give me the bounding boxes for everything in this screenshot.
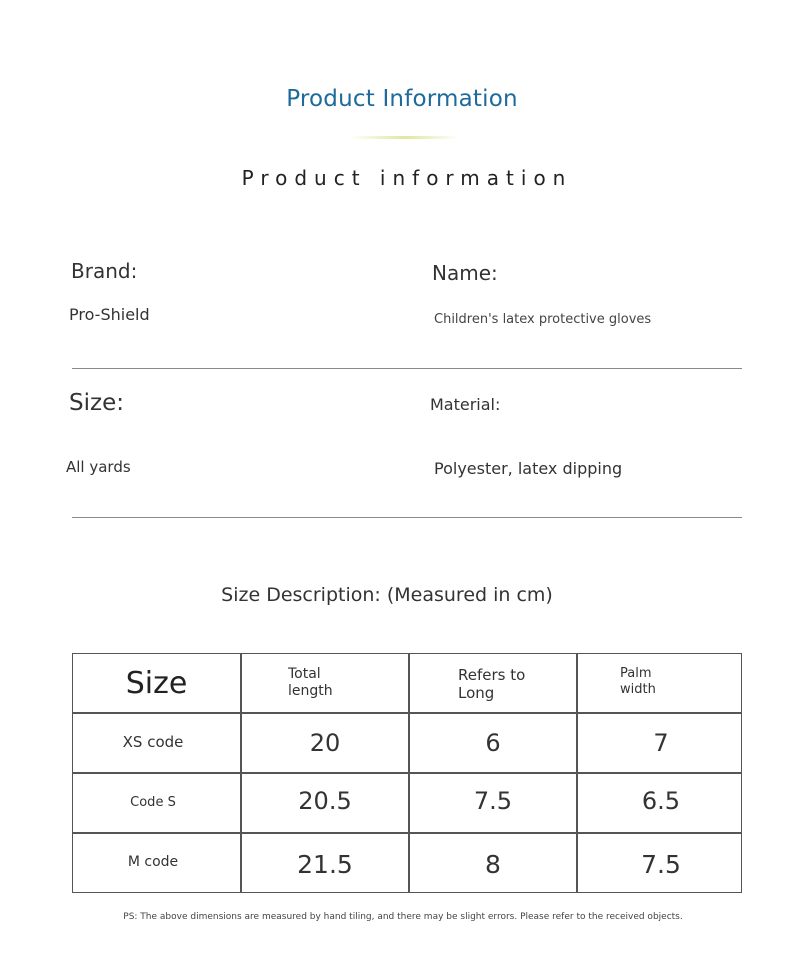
table-header-palm-width [620, 666, 730, 704]
table-cell-refers: 6 [485, 729, 501, 757]
title-underline [350, 136, 460, 139]
table-cell-palm: 6.5 [641, 787, 681, 815]
table-cell-palm: 7 [653, 729, 669, 757]
table-cell-total: 20.5 [298, 787, 352, 815]
name-value: Children's latex protective gloves [434, 312, 652, 327]
divider-1 [72, 368, 742, 369]
material-value: Polyester, latex dipping [434, 459, 623, 478]
table-cell-size: XS code [122, 733, 184, 751]
table-cell-palm: 7.5 [641, 849, 681, 879]
table-cell-refers: 8 [485, 849, 501, 879]
header-text: Total [288, 666, 321, 682]
header-text: Long [458, 684, 495, 702]
table-cell-total: 20 [309, 729, 341, 757]
measurement-note: PS: The above dimensions are measured by hand tiling, and there may be slight errors. Please refer to the received objects. [123, 912, 683, 922]
page-subtitle: Product information [241, 166, 573, 190]
table-cell-total: 21.5 [297, 849, 353, 879]
material-label: Material: [430, 395, 501, 414]
header-text: width [620, 682, 656, 697]
table-header-total-length [288, 666, 398, 704]
header-text: Refers to [458, 666, 526, 684]
header-text: length [288, 683, 333, 699]
brand-label: Brand: [71, 259, 138, 283]
table-cell-size: Code S [130, 794, 176, 810]
table-header-size: Size [125, 665, 188, 701]
size-table [72, 653, 742, 893]
size-description-heading: Size Description: (Measured in cm) [221, 584, 553, 606]
brand-value: Pro-Shield [69, 305, 150, 324]
table-cell-refers: 7.5 [473, 787, 513, 815]
divider-2 [72, 517, 742, 518]
table-cell-size: M code [127, 854, 179, 870]
size-label: Size: [69, 390, 124, 416]
size-value: All yards [66, 458, 131, 476]
name-label: Name: [432, 261, 498, 285]
header-text: Palm [620, 666, 652, 681]
table-header-refers-to-long [458, 666, 568, 704]
page-title: Product Information [286, 86, 518, 112]
